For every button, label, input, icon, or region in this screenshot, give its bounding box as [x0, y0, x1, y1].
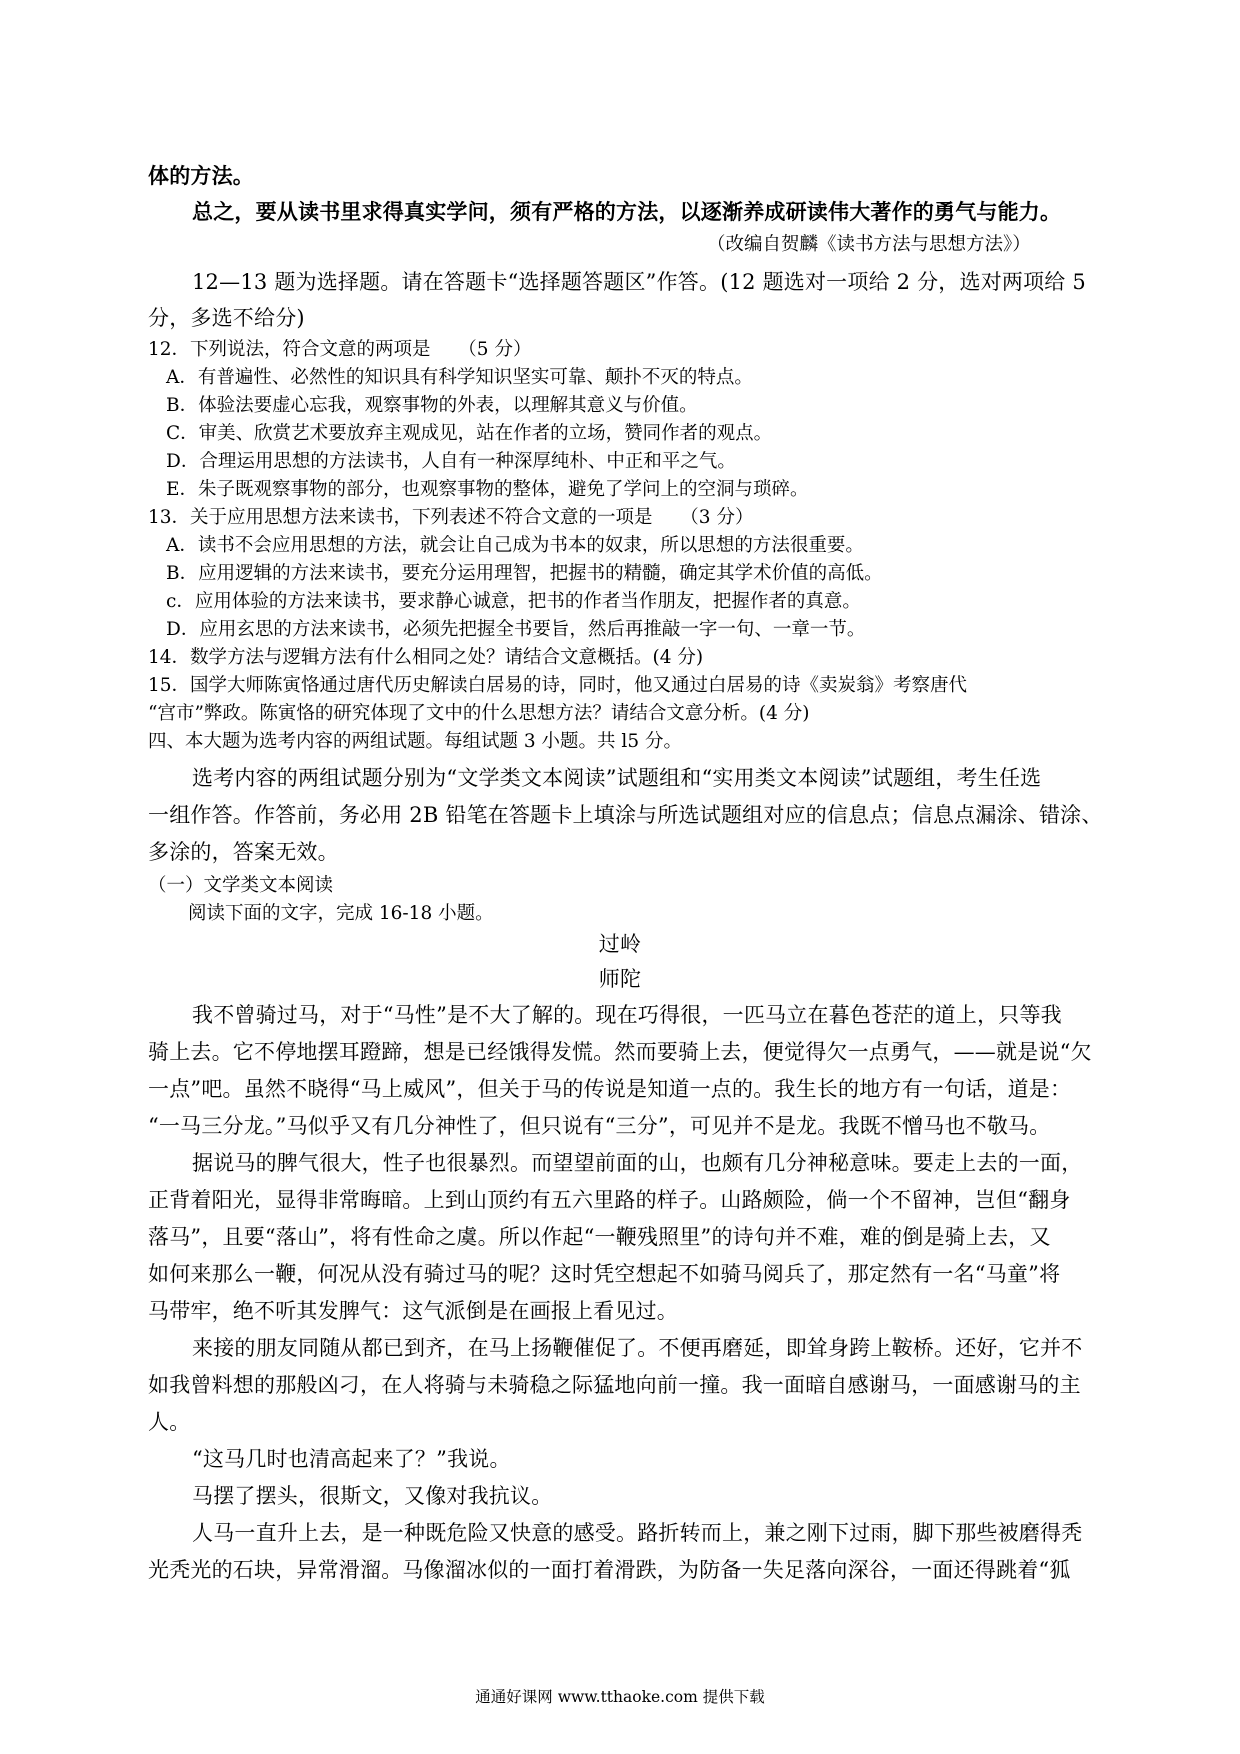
question-14: 14．数学方法与逻辑方法有什么相同之处？请结合文意概括。(4 分) [148, 647, 704, 668]
paragraph-line: 人。 [148, 1410, 191, 1434]
option-line: B．应用逻辑的方法来读书，要充分运用理智，把握书的精髓，确定其学术价值的高低。 [166, 563, 883, 584]
subsection-heading: （一）文学类文本阅读 [148, 875, 334, 896]
option-line: C．审美、欣赏艺术要放弃主观成见，站在作者的立场，赞同作者的观点。 [166, 423, 773, 444]
paragraph-line: 马带牢，绝不听其发脾气：这气派倒是在画报上看见过。 [148, 1299, 678, 1323]
paragraph-line: 落马”，且要“落山”，将有性命之虞。所以作起“一鞭残照里”的诗句并不难，难的倒是骑上去，又 [148, 1225, 1051, 1249]
question-15-cont: “宫市”弊政。陈寅恪的研究体现了文中的什么思想方法？请结合文意分析。(4 分) [148, 703, 810, 724]
option-line: D．应用玄思的方法来读书，必须先把握全书要旨，然后再推敲一字一句、一章一节。 [166, 619, 866, 640]
question-15: 15．国学大师陈寅恪通过唐代历史解读白居易的诗，同时，他又通过白居易的诗《卖炭翁》考察唐代 [148, 675, 968, 696]
text-line: 总之，要从读书里求得真实学问，须有严格的方法，以逐渐养成研读伟大著作的勇气与能力。 [192, 199, 1062, 224]
paragraph-line: 如何来那么一鞭，何况从没有骑过马的呢？这时凭空想起不如骑马阅兵了，那定然有一名“马童”将 [148, 1262, 1061, 1286]
paragraph-line: 我不曾骑过马，对于“马性”是不大了解的。现在巧得很，一匹马立在暮色苍茫的道上，只等我 [192, 1003, 1062, 1027]
question-12: 12．下列说法，符合文意的两项是 （5 分） [148, 339, 532, 360]
page-footer: 通通好课网 www.tthaoke.com 提供下载 [475, 1688, 765, 1706]
text-line: 一组作答。作答前，务必用 2B 铅笔在答题卡上填涂与所选试题组对应的信息点；信息点漏涂、错涂、 [148, 803, 1103, 827]
reading-instruction: 阅读下面的文字，完成 16-18 小题。 [188, 903, 494, 924]
question-13: 13．关于应用思想方法来读书，下列表述不符合文意的一项是 （3 分） [148, 507, 754, 528]
option-line: D．合理运用思想的方法读书，人自有一种深厚纯朴、中正和平之气。 [166, 451, 736, 472]
option-line: A．有普遍性、必然性的知识具有科学知识坚实可靠、颠扑不灭的特点。 [166, 367, 753, 388]
paragraph-line: 骑上去。它不停地摆耳蹬蹄，想是已经饿得发慌。然而要骑上去，便觉得欠一点勇气，——就是说“欠 [148, 1040, 1092, 1064]
section-heading: 四、本大题为选考内容的两组试题。每组试题 3 小题。共 l5 分。 [148, 731, 682, 752]
paragraph-line: 正背着阳光，显得非常晦暗。上到山顶约有五六里路的样子。山路颇险，倘一个不留神，岂但“翻身 [148, 1188, 1071, 1212]
paragraph-line: 如我曾料想的那般凶刁，在人将骑与未骑稳之际猛地向前一撞。我一面暗自感谢马，一面感谢马的主 [148, 1373, 1081, 1397]
paragraph-line: 据说马的脾气很大，性子也很暴烈。而望望前面的山，也颇有几分神秘意味。要走上去的一面， [192, 1151, 1083, 1175]
article-title: 过岭 [598, 932, 642, 956]
instruction-line: 分，多选不给分) [148, 306, 305, 330]
text-line: 体的方法。 [148, 163, 254, 188]
citation-line: （改编自贺麟《读书方法与思想方法》） [707, 234, 1031, 255]
paragraph-line: 光秃光的石块，异常滑溜。马像溜冰似的一面打着滑跌，为防备一失足落向深谷，一面还得跳着“狐 [148, 1558, 1071, 1582]
paragraph-line: 人马一直升上去，是一种既危险又快意的感受。路折转而上，兼之刚下过雨，脚下那些被磨得秃 [192, 1521, 1083, 1545]
article-author: 师陀 [598, 967, 642, 991]
paragraph-line: 一点”吧。虽然不晓得“马上威风”，但关于马的传说是知道一点的。我生长的地方有一句话，道是： [148, 1077, 1072, 1101]
paragraph-line: 马摆了摆头，很斯文，又像对我抗议。 [192, 1484, 553, 1508]
option-line: E．朱子既观察事物的部分，也观察事物的整体，避免了学问上的空洞与琐碎。 [166, 479, 809, 500]
instruction-line: 12—13 题为选择题。请在答题卡“选择题答题区”作答。(12 题选对一项给 2 分，选对两项给 5 [192, 270, 1086, 294]
paragraph-line: “一马三分龙。”马似乎又有几分神性了，但只说有“三分”，可见并不是龙。我既不憎马也不敬马。 [148, 1114, 1051, 1138]
paragraph-line: 来接的朋友同随从都已到齐，在马上扬鞭催促了。不便再磨延，即耸身跨上鞍桥。还好，它并不 [192, 1336, 1083, 1360]
option-line: A．读书不会应用思想的方法，就会让自己成为书本的奴隶，所以思想的方法很重要。 [166, 535, 864, 556]
paragraph-line: “这马几时也清高起来了？”我说。 [192, 1447, 511, 1471]
option-line: B．体验法要虚心忘我，观察事物的外表，以理解其意义与价值。 [166, 395, 698, 416]
text-line: 选考内容的两组试题分别为“文学类文本阅读”试题组和“实用类文本阅读”试题组，考生任选 [192, 766, 1042, 790]
text-line: 多涂的，答案无效。 [148, 840, 339, 864]
option-line: c．应用体验的方法来读书，要求静心诚意，把书的作者当作朋友，把握作者的真意。 [166, 591, 861, 612]
